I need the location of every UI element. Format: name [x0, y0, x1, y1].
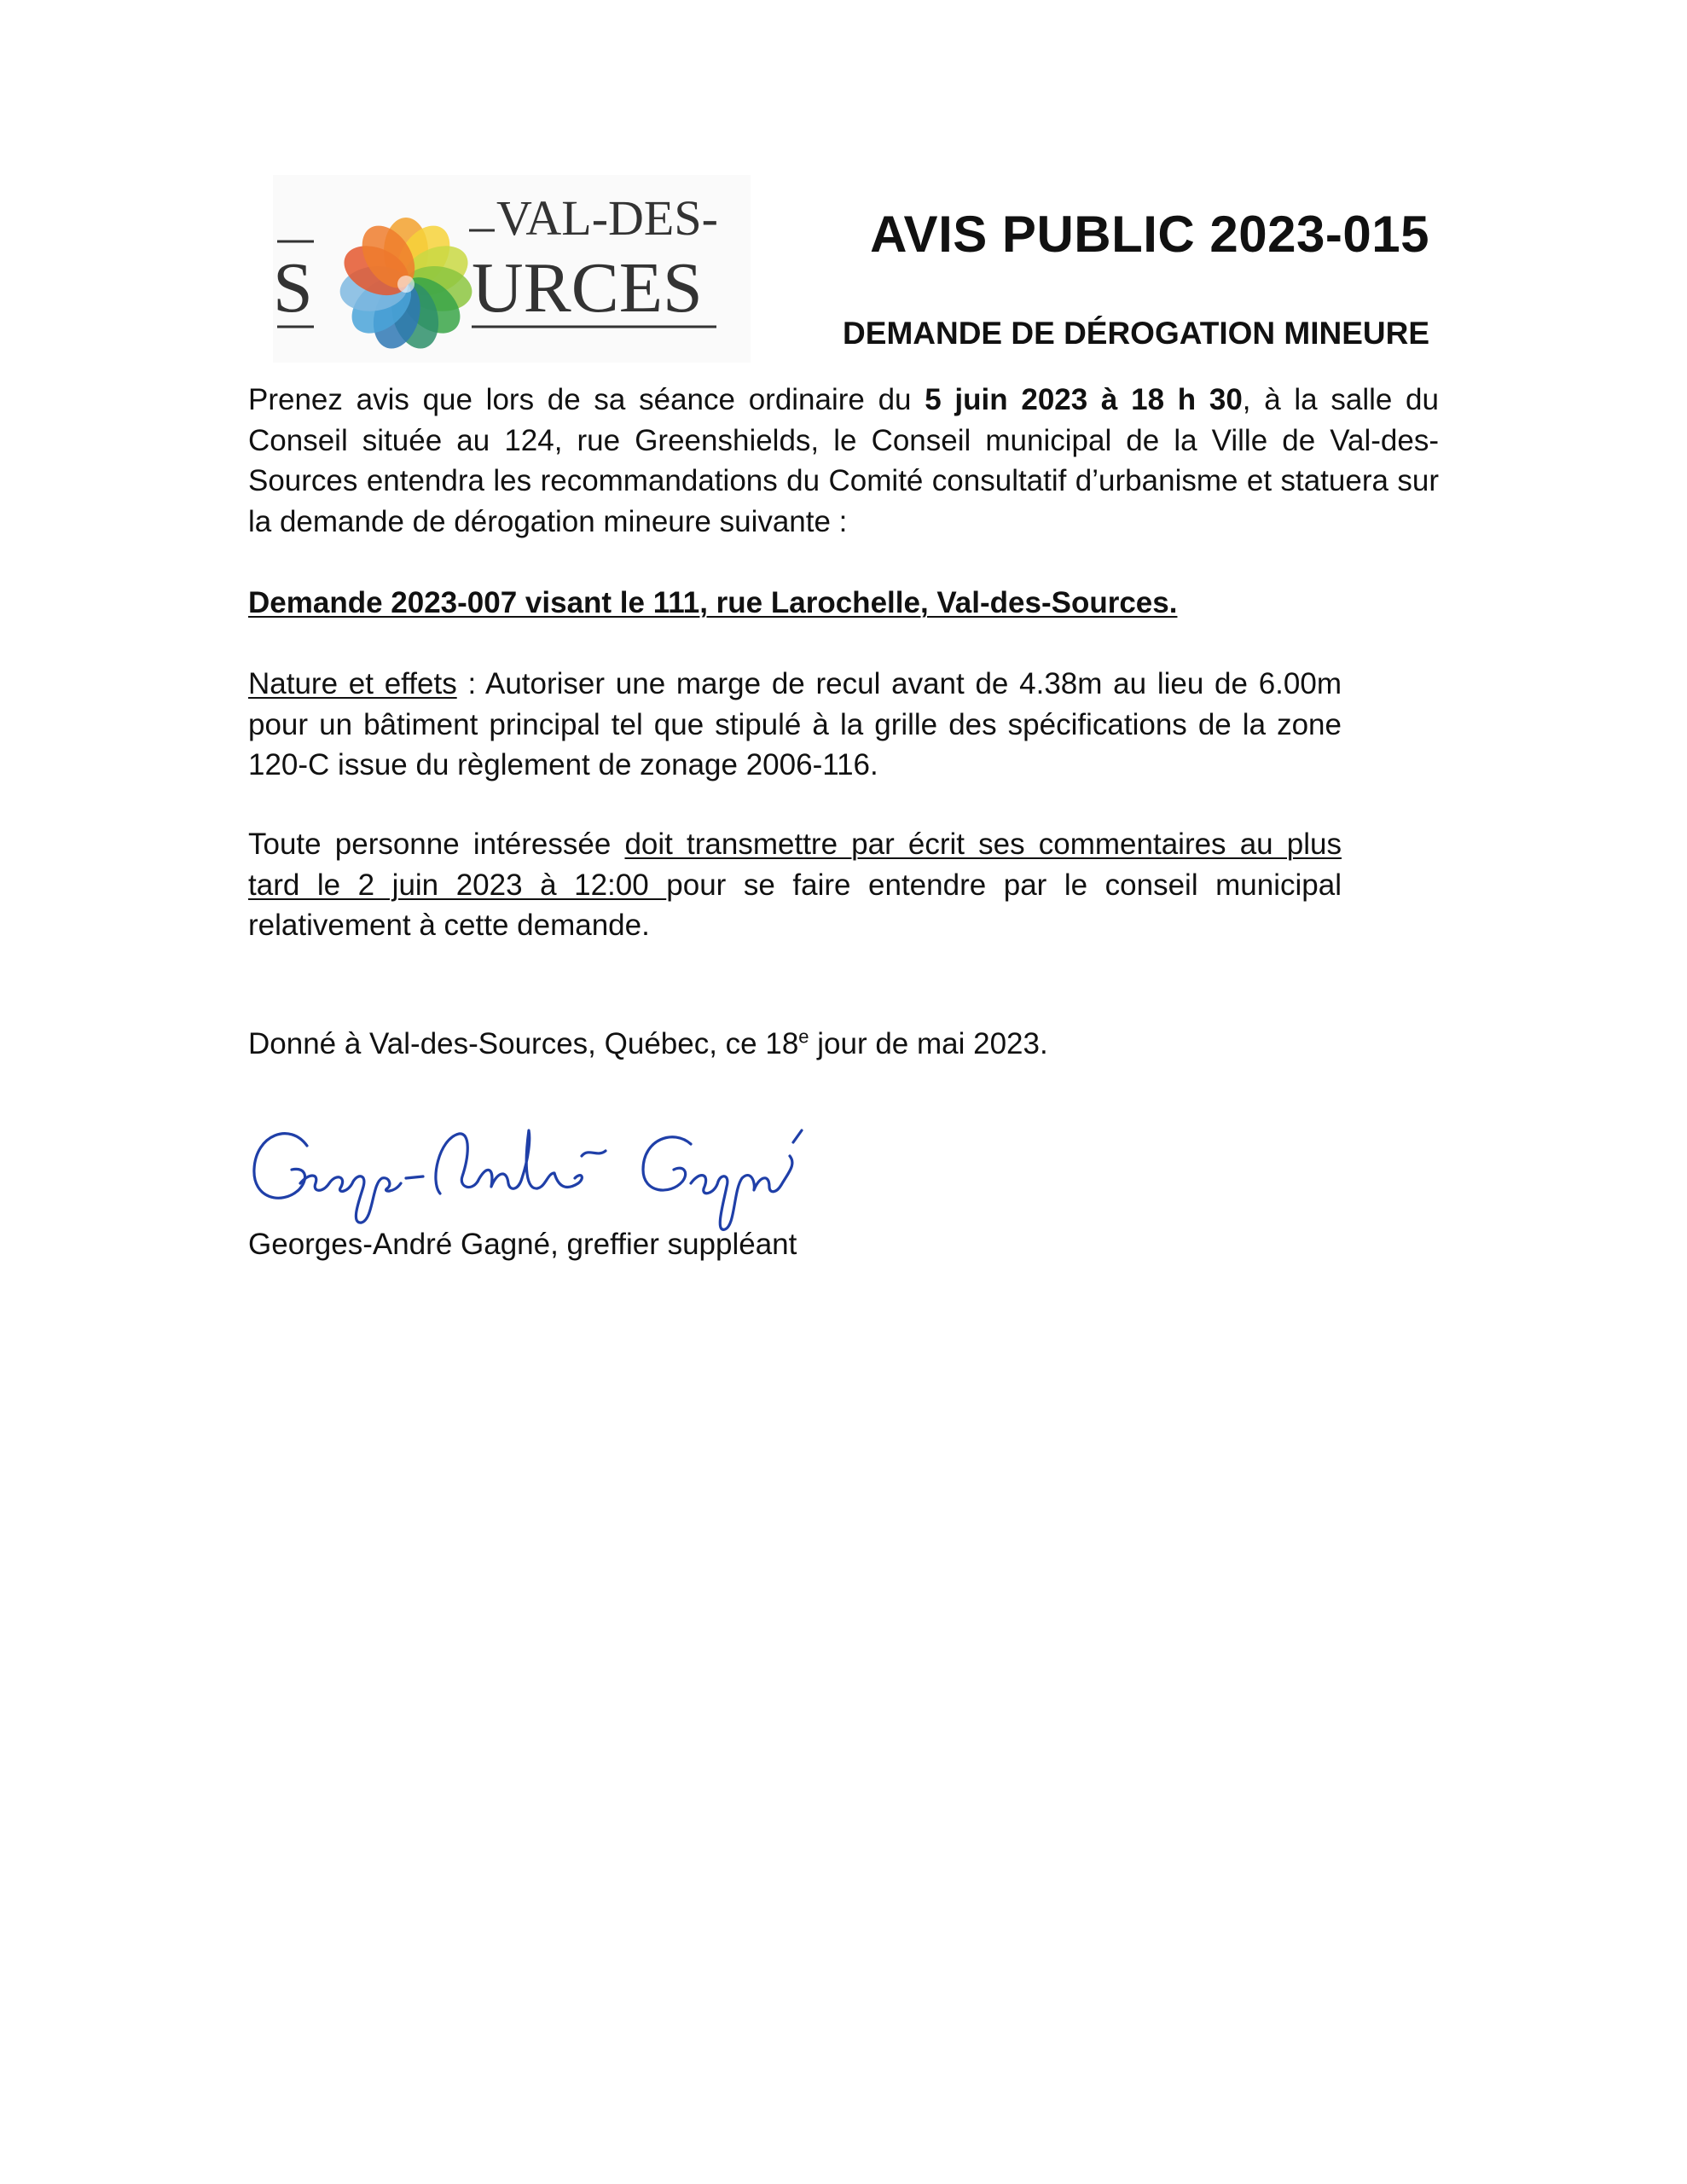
logo-line1: VAL-DES- — [496, 190, 718, 246]
handwritten-signature — [247, 1105, 896, 1241]
given-text-before: Donné à Val-des-Sources, Québec, ce 18 — [248, 1027, 799, 1060]
nature-text: : Autoriser une marge de recul avant de 4.38m au lieu de 6.00m pour un bâtiment principal tel que stipulé à la grille des spécifications de la zone 120-C issue du règlement de zonage 2006-116. — [248, 667, 1342, 781]
notice-subtitle: DEMANDE DE DÉROGATION MINEURE — [843, 316, 1429, 351]
given-at-line — [248, 1024, 1439, 1065]
flower-center — [397, 276, 415, 293]
intro-text-after: , à la salle du Conseil située au 124, rue Greenshields, le Conseil municipal de la Ville de Val-des-Sources entendra les recommandations du Comité consultatif d’urbanisme et statuera sur la demande de dérogation mineure suivante : — [248, 383, 1439, 538]
signature-graphic — [247, 1105, 896, 1241]
signer-name: Georges-André Gagné, greffier suppléant — [248, 1228, 797, 1261]
request-heading: Demande 2023-007 visant le 111, rue Larochelle, Val-des-Sources. — [248, 586, 1178, 619]
logo-letters-urces: URCES — [472, 248, 703, 328]
meeting-date: 5 juin 2023 à 18 h 30 — [925, 383, 1243, 416]
nature-paragraph — [248, 664, 1342, 786]
intro-text-before: Prenez avis que lors de sa séance ordinaire du — [248, 383, 925, 416]
deadline-text-before: Toute personne intéressée — [248, 828, 625, 861]
given-text-after: jour de mai 2023. — [809, 1027, 1048, 1060]
deadline-text-after: pour se faire entendre par le conseil municipal relativement à cette demande. — [248, 868, 1342, 942]
intro-paragraph — [248, 380, 1439, 542]
logo-graphic — [273, 175, 751, 363]
val-des-sources-logo — [273, 175, 751, 363]
deadline-paragraph — [248, 824, 1342, 946]
deadline-underlined: doit transmettre par écrit ses commentaires au plus tard le 2 juin 2023 à 12:00 — [248, 828, 1342, 902]
given-superscript: e — [798, 1025, 809, 1048]
logo-letter-s: S — [273, 248, 313, 328]
notice-title: AVIS PUBLIC 2023-015 — [870, 206, 1429, 263]
nature-label: Nature et effets — [248, 667, 457, 700]
